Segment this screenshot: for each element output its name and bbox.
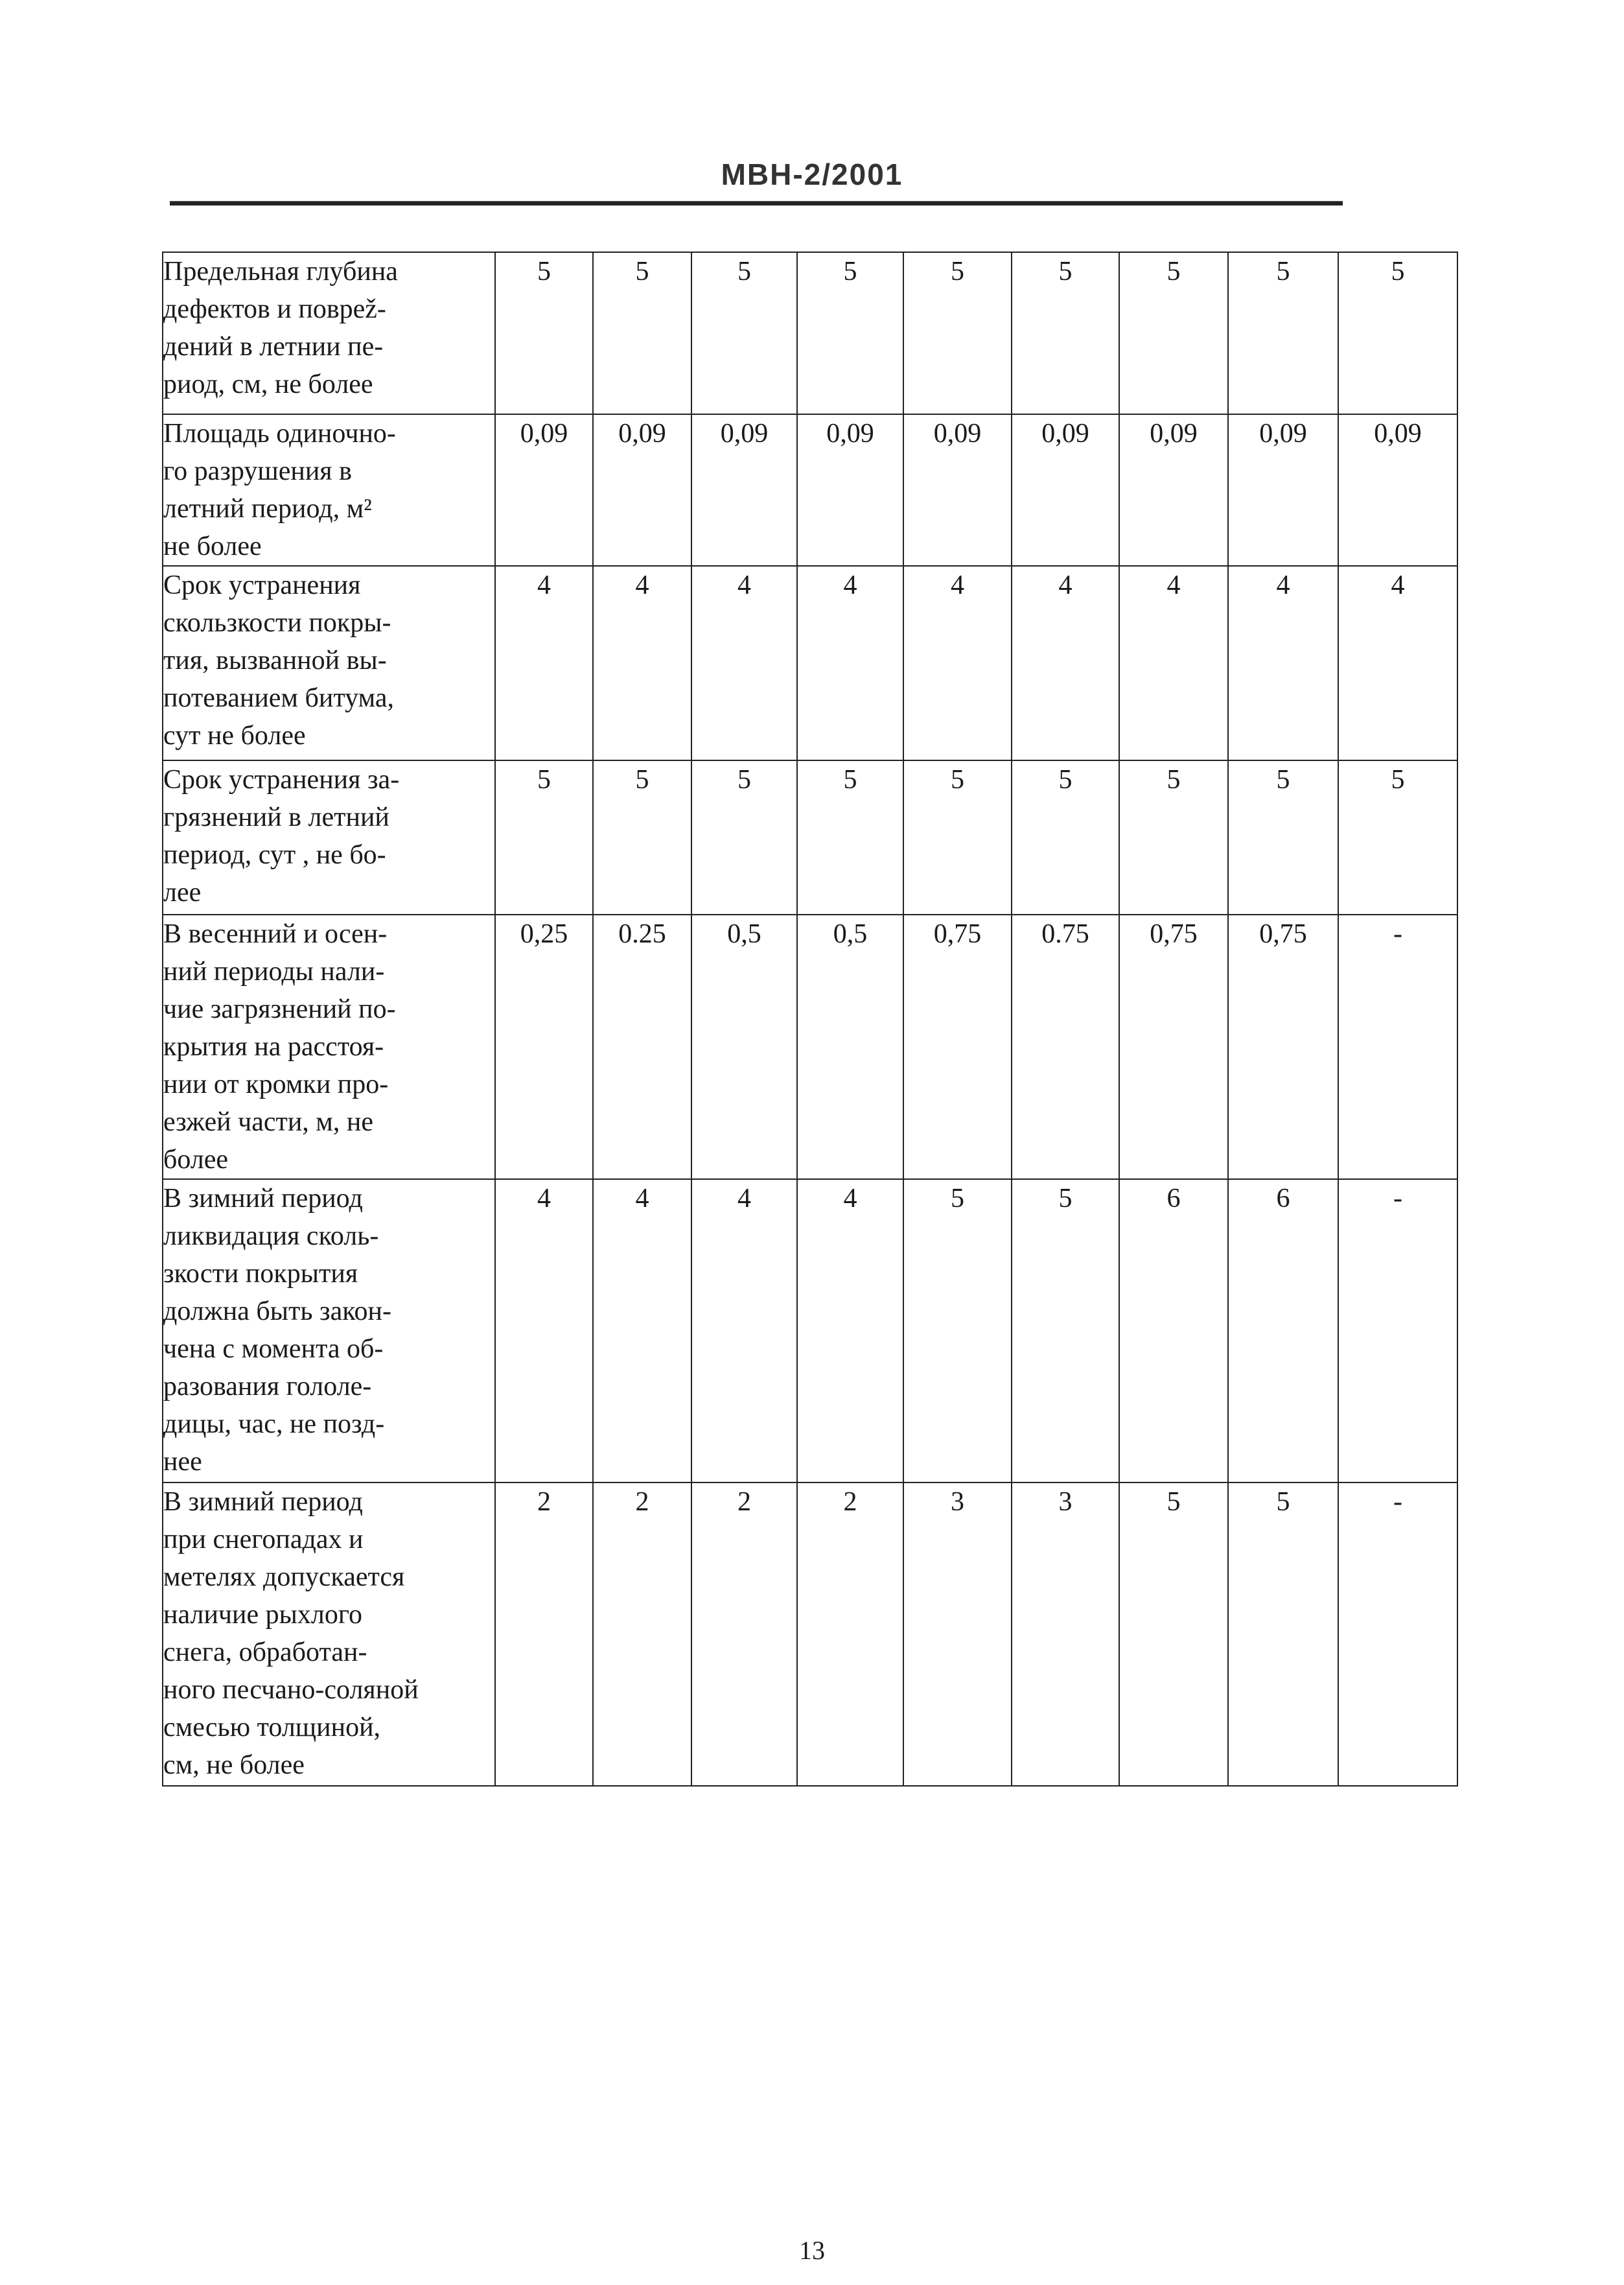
cell-value: 5 [691,760,797,915]
cell-value: 0.75 [1012,915,1119,1179]
cell-value: 5 [691,252,797,414]
cell-value: 5 [1228,252,1338,414]
row-label: Срок устранения за- грязнений в летний период, сут , не бо- лее [163,760,495,915]
row-label: Площадь одиночно- го разрушения в летний период, м² не более [163,414,495,566]
cell-value: 5 [797,760,903,915]
cell-value: 4 [691,566,797,760]
cell-value: 2 [691,1482,797,1786]
row-label: В весенний и осен- ний периоды нали- чие загрязнений по- крытия на расстоя- нии от кромки про- езжей части, м, не более [163,915,495,1179]
document-code: МВН-2/2001 [721,158,903,191]
cell-value: 0.25 [593,915,691,1179]
cell-value: 2 [495,1482,593,1786]
cell-value: - [1338,1179,1457,1482]
cell-value: 5 [1119,252,1228,414]
cell-value: 5 [495,760,593,915]
page-number: 13 [799,2236,825,2265]
cell-value: 6 [1228,1179,1338,1482]
cell-value: 3 [903,1482,1012,1786]
cell-value: 0,09 [1119,414,1228,566]
cell-value: 4 [495,1179,593,1482]
row-label: В зимний период ликвидация сколь- зкости покрытия должна быть закон- чена с момента об- разования гололе- дицы, час, не позд- нее [163,1179,495,1482]
table-row [163,760,1457,915]
cell-value: 4 [593,1179,691,1482]
cell-value: 4 [495,566,593,760]
cell-value: 0,09 [495,414,593,566]
row-label: Срок устранения скользкости покры- тия, вызванной вы- потеванием битума, сут не более [163,566,495,760]
cell-value: 5 [1228,760,1338,915]
cell-value: 5 [495,252,593,414]
cell-value: 0,09 [1012,414,1119,566]
cell-value: 0,09 [797,414,903,566]
cell-value: 4 [1338,566,1457,760]
cell-value: 5 [903,1179,1012,1482]
cell-value: 0,09 [1338,414,1457,566]
cell-value: 5 [1012,760,1119,915]
table-row [163,566,1457,760]
cell-value: 0,09 [1228,414,1338,566]
cell-value: 4 [1228,566,1338,760]
table-row [163,252,1457,414]
cell-value: 0,09 [903,414,1012,566]
cell-value: 4 [593,566,691,760]
table-row [163,915,1457,1179]
cell-value: 2 [593,1482,691,1786]
cell-value: 0,25 [495,915,593,1179]
cell-value: 4 [797,566,903,760]
cell-value: 0,09 [593,414,691,566]
cell-value: 5 [903,760,1012,915]
cell-value: 4 [1119,566,1228,760]
cell-value: 0,09 [691,414,797,566]
table-row [163,1179,1457,1482]
cell-value: 5 [797,252,903,414]
cell-value: 5 [1338,760,1457,915]
cell-value: 5 [1012,1179,1119,1482]
cell-value: - [1338,915,1457,1179]
cell-value: 0,75 [1228,915,1338,1179]
cell-value: 5 [593,252,691,414]
cell-value: 0,5 [797,915,903,1179]
cell-value: 0,75 [903,915,1012,1179]
cell-value: 4 [691,1179,797,1482]
table-row [163,414,1457,566]
cell-value: 4 [1012,566,1119,760]
cell-value: 5 [1119,1482,1228,1786]
row-label: В зимний период при снегопадах и метелях допускается наличие рыхлого снега, обработан- ного песчано-соляной смесью толщиной, см, не более [163,1482,495,1786]
cell-value: 0,5 [691,915,797,1179]
table-row [163,1482,1457,1786]
cell-value: 4 [797,1179,903,1482]
cell-value: 0,75 [1119,915,1228,1179]
norms-table [162,252,1458,1787]
cell-value: 6 [1119,1179,1228,1482]
cell-value: 5 [1012,252,1119,414]
row-label: Предельная глубина дефектов и поврež- дений в летнии пе- риод, см, не более [163,252,495,414]
cell-value: 5 [593,760,691,915]
cell-value: 3 [1012,1482,1119,1786]
cell-value: - [1338,1482,1457,1786]
cell-value: 4 [903,566,1012,760]
cell-value: 5 [1119,760,1228,915]
cell-value: 5 [1338,252,1457,414]
cell-value: 5 [903,252,1012,414]
cell-value: 5 [1228,1482,1338,1786]
header-rule [170,201,1343,205]
cell-value: 2 [797,1482,903,1786]
